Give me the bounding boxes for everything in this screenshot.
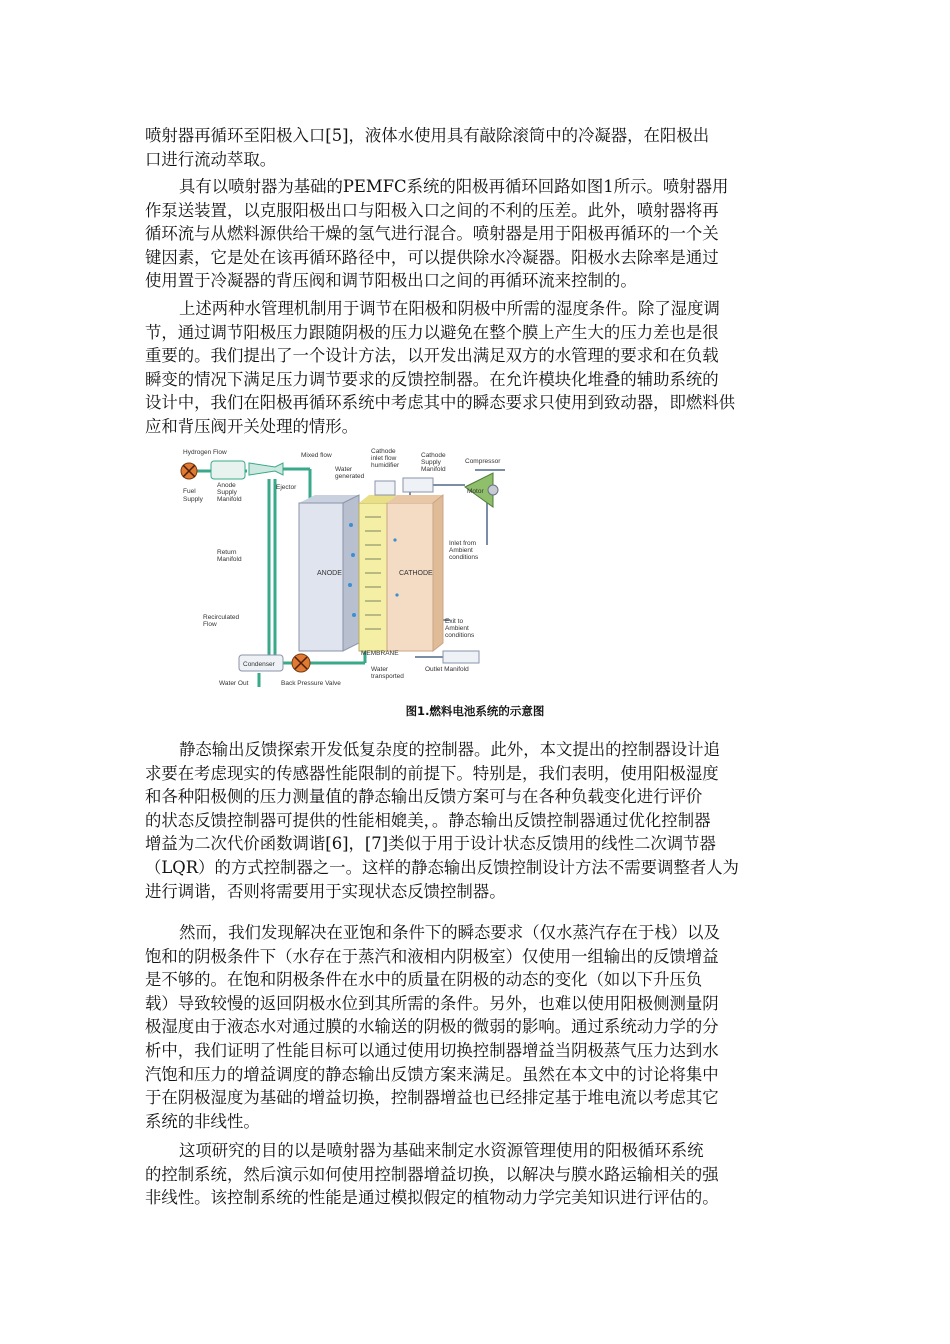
label-hydrogen-flow: Hydrogen Flow bbox=[183, 449, 227, 456]
paragraph-5-line: 汽饱和压力的增益调度的静态输出反馈方案来满足。虽然在本文中的讨论将集中 bbox=[145, 1064, 719, 1084]
label-cathode-humidifier: Cathode bbox=[371, 448, 396, 455]
label-compressor: Compressor bbox=[465, 458, 501, 465]
paragraph-4-line: 增益为二次代价函数调谐[6]，[7]类似于用于设计状态反馈用的线性二次调节器 bbox=[145, 834, 716, 854]
label-fuel-supply: Fuel bbox=[183, 488, 196, 495]
paragraph-1-line: 口进行流动萃取。 bbox=[145, 149, 277, 169]
label-water-generated: Water bbox=[335, 466, 353, 473]
paragraph-4-line: 进行调谐，否则将需要用于实现状态反馈控制器。 bbox=[145, 881, 506, 901]
label-anode-manifold: Manifold bbox=[217, 496, 242, 503]
paragraph-3-line: 应和背压阀开关处理的情形。 bbox=[145, 416, 359, 436]
label-water-out: Water Out bbox=[219, 680, 249, 687]
fuel-cell-schematic bbox=[175, 445, 505, 695]
paragraph-4-line: 静态输出反馈探索开发低复杂度的控制器。此外，本文提出的控制器设计追 bbox=[179, 740, 720, 759]
paragraph-2-line: 作泵送装置，以克服阳极出口与阳极入口之间的不利的压差。此外，喷射器将再 bbox=[145, 200, 719, 220]
label-membrane: MEMBRANE bbox=[361, 650, 399, 657]
paragraph-3-line: 节，通过调节阳极压力跟随阴极的压力以避免在整个膜上产生大的压力差也是很 bbox=[145, 322, 719, 342]
cathode-manifold-box bbox=[403, 478, 433, 492]
figure-caption: 图1.燃料电池系统的示意图 bbox=[405, 704, 545, 718]
motor-icon bbox=[488, 485, 498, 495]
label-back-pressure-valve: Back Pressure Valve bbox=[281, 680, 341, 687]
label-cathode-humidifier: inlet flow bbox=[371, 455, 397, 462]
cathode-humidifier-box bbox=[375, 481, 395, 495]
label-cathode: CATHODE bbox=[399, 570, 433, 577]
label-cathode-manifold: Cathode bbox=[421, 452, 446, 459]
paragraph-3-line: 设计中，我们在阳极再循环系统中考虑其中的瞬态要求只使用到致动器，即燃料供 bbox=[145, 393, 736, 413]
paragraph-5-line: 系统的非线性。 bbox=[145, 1111, 260, 1131]
label-exit-ambient: Ambient bbox=[445, 625, 469, 632]
paragraph-6-line: 非线性。该控制系统的性能是通过模拟假定的植物动力学完美知识进行评估的。 bbox=[145, 1188, 719, 1208]
paragraph-2-line: 键因素，它是处在该再循环路径中，可以提供除水冷凝器。阳极水去除率是通过 bbox=[145, 247, 719, 267]
label-inlet-ambient: Inlet from bbox=[449, 540, 477, 547]
paragraph-5-line: 析中，我们证明了性能目标可以通过使用切换控制器增益当阴极蒸气压力达到水 bbox=[145, 1040, 719, 1060]
label-cathode-manifold: Manifold bbox=[421, 466, 446, 473]
paragraph-4 bbox=[145, 738, 807, 903]
figure-1 bbox=[175, 445, 501, 695]
label-cathode-manifold: Supply bbox=[421, 459, 441, 466]
label-water-transported: transported bbox=[371, 673, 404, 680]
label-recirculated-flow: Flow bbox=[203, 621, 217, 628]
paragraph-5-line: 饱和的阴极条件下（水存在于蒸汽和液相内阴极室）仅使用一组输出的反馈增益 bbox=[145, 946, 719, 966]
paragraph-5-line: 极湿度由于液态水对通过膜的水输送的阴极的微弱的影响。通过系统动力学的分 bbox=[145, 1017, 719, 1037]
paragraph-1-line: 喷射器再循环至阳极入口[5]，液体水使用具有敲除滚筒中的冷凝器，在阳极出 bbox=[145, 126, 710, 145]
paragraph-4-line: 求要在考虑现实的传感器性能限制的前提下。特别是，我们表明，使用阳极湿度 bbox=[145, 763, 719, 783]
label-anode-manifold: Supply bbox=[217, 489, 237, 496]
label-water-transported: Water bbox=[371, 666, 389, 673]
label-anode: ANODE bbox=[317, 570, 342, 577]
paragraph-5-line: 是不够的。在饱和阴极条件在水中的质量在阴极的动态的变化（如以下升压负 bbox=[145, 970, 703, 990]
paragraph-3-line: 瞬变的情况下满足压力调节要求的反馈控制器。在允许模块化堆叠的辅助系统的 bbox=[145, 369, 719, 389]
paragraph-2 bbox=[145, 175, 807, 293]
label-cathode-humidifier: humidifier bbox=[371, 462, 400, 469]
anode-supply-manifold bbox=[211, 461, 245, 479]
label-fuel-supply: Supply bbox=[183, 496, 203, 503]
label-anode-manifold: Anode bbox=[217, 482, 236, 489]
paragraph-5 bbox=[145, 921, 807, 1133]
label-ejector: Ejector bbox=[276, 484, 297, 491]
paragraph-6-line: 的控制系统，然后演示如何使用控制器增益切换，以解决与膜水路运输相关的强 bbox=[145, 1164, 719, 1184]
paragraph-6-line: 这项研究的目的以是喷射器为基础来制定水资源管理使用的阳极循环系统 bbox=[179, 1141, 704, 1160]
label-recirculated-flow: Recirculated bbox=[203, 614, 240, 621]
label-inlet-ambient: conditions bbox=[449, 554, 479, 561]
ejector-icon bbox=[249, 463, 283, 475]
label-condenser: Condenser bbox=[243, 661, 275, 668]
paragraph-2-line: 具有以喷射器为基础的PEMFC系统的阳极再循环回路如图1所示。喷射器用 bbox=[179, 177, 729, 196]
label-outlet-manifold: Outlet Manifold bbox=[425, 666, 469, 673]
paragraph-4-line: 的状态反馈控制器可提供的性能相媲美，。静态输出反馈控制器通过优化控制器 bbox=[145, 810, 711, 830]
cathode-side-face bbox=[433, 495, 443, 651]
anode-side-face bbox=[343, 495, 359, 651]
label-return-manifold: Manifold bbox=[217, 556, 242, 563]
paragraph-3-line: 上述两种水管理机制用于调节在阳极和阴极中所需的湿度条件。除了湿度调 bbox=[179, 299, 720, 318]
paragraph-4-line: 和各种阳极侧的压力测量值的静态输出反馈方案可与在各种负载变化进行评价 bbox=[145, 787, 703, 807]
paragraph-5-line: 载）导致较慢的返回阴极水位到其所需的条件。另外，也难以使用阳极侧测量阴 bbox=[145, 993, 719, 1013]
label-exit-ambient: conditions bbox=[445, 632, 475, 639]
paragraph-3-line: 重要的。我们提出了一个设计方法，以开发出满足双方的水管理的要求和在负载 bbox=[145, 346, 719, 366]
paragraph-2-line: 使用置于冷凝器的背压阀和调节阳极出口之间的再循环流来控制的。 bbox=[145, 271, 637, 291]
fuel-supply-valve-icon bbox=[181, 463, 197, 479]
label-return-manifold: Return bbox=[217, 549, 237, 556]
anode-panel bbox=[299, 503, 343, 651]
label-motor: Motor bbox=[467, 488, 484, 495]
paragraph-3 bbox=[145, 297, 807, 439]
label-inlet-ambient: Ambient bbox=[449, 547, 473, 554]
paragraph-5-line: 然而，我们发现解决在亚饱和条件下的瞬态要求（仅水蒸汽存在于栈）以及 bbox=[179, 923, 720, 942]
label-exit-ambient: Exit to bbox=[445, 618, 464, 625]
paragraph-5-line: 于在阴极湿度为基础的增益切换，控制器增益也已经排定基于堆电流以考虑其它 bbox=[145, 1088, 719, 1108]
paragraph-4-line: （LQR）的方式控制器之一。这样的静态输出反馈控制设计方法不需要调整者人为 bbox=[145, 857, 739, 877]
cathode-panel bbox=[387, 503, 433, 651]
label-water-generated: generated bbox=[335, 473, 365, 480]
back-pressure-valve-icon bbox=[292, 654, 310, 672]
paragraph-2-line: 循环流与从燃料源供给干燥的氢气进行混合。喷射器是用于阳极再循环的一个关 bbox=[145, 224, 719, 244]
paragraph-1 bbox=[145, 124, 807, 171]
outlet-manifold-box bbox=[443, 651, 479, 663]
label-mixed-flow: Mixed flow bbox=[301, 452, 332, 459]
paragraph-6 bbox=[145, 1139, 807, 1210]
